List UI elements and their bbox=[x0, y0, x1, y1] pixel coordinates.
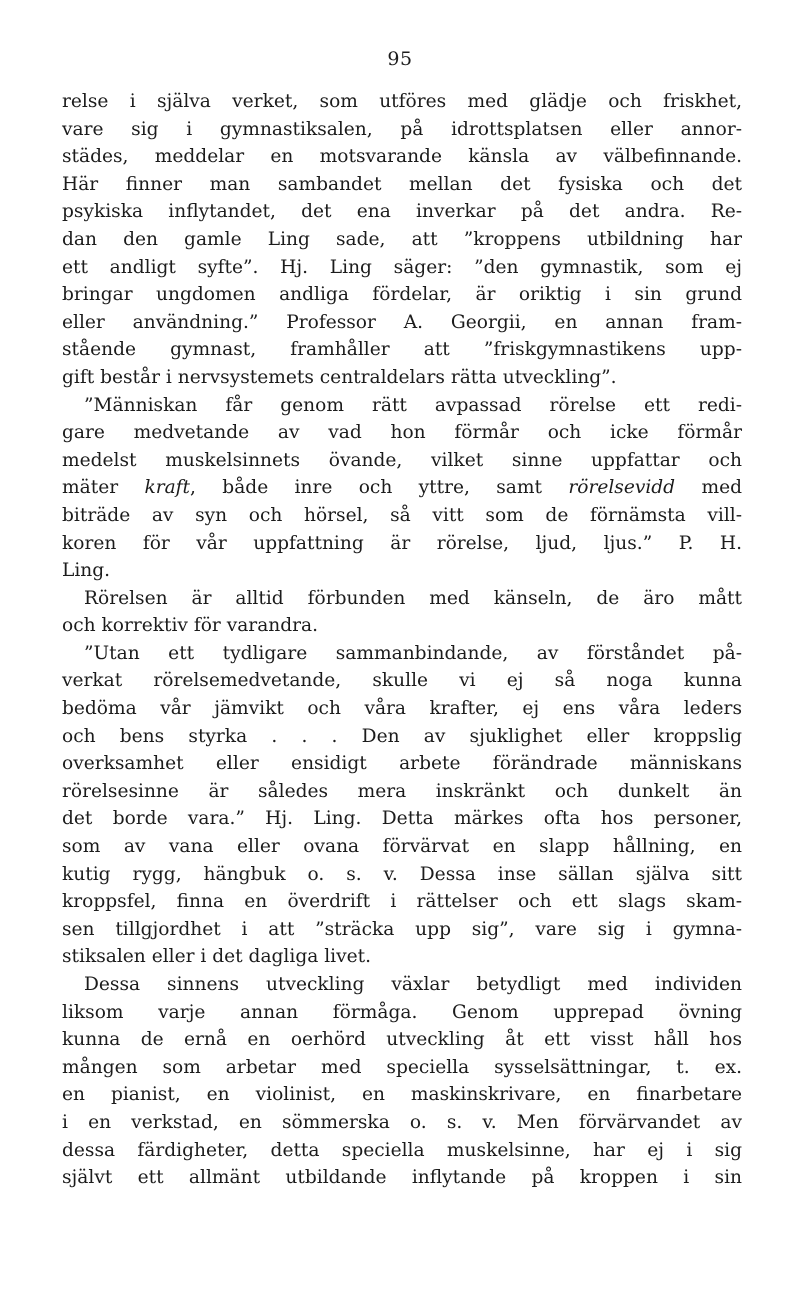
text-line: Här finner man sambandet mellan det fysiska och det bbox=[62, 173, 742, 195]
paragraph bbox=[62, 392, 742, 585]
text-line: verkat rörelsemedvetande, skulle vi ej så noga kunna bbox=[62, 670, 742, 692]
text-line: Rörelsen är alltid förbunden med känseln, de äro mått bbox=[84, 587, 742, 609]
text-line: liksom varje annan förmåga. Genom upprepad övning bbox=[62, 1001, 742, 1023]
text-line: psykiska inflytandet, det ena inverkar på det andra. Re- bbox=[62, 201, 742, 223]
emphasis: kraft bbox=[144, 477, 191, 499]
text-line: Dessa sinnens utveckling växlar betydligt med individen bbox=[84, 974, 742, 995]
page-number: 95 bbox=[387, 48, 413, 70]
text-line: Ling. bbox=[62, 560, 111, 582]
text-line: bringar ungdomen andliga fördelar, är oriktig i sin grund bbox=[62, 284, 742, 306]
text-line: vare sig i gymnastiksalen, på idrottsplatsen eller annor- bbox=[62, 118, 742, 140]
text-line: självt ett allmänt utbildande inflytande på kroppen i sin bbox=[62, 1167, 742, 1189]
text-line: mången som arbetar med speciella sysselsättningar, t. ex. bbox=[62, 1056, 742, 1078]
text-line: det borde vara.” Hj. Ling. Detta märkes ofta hos personer, bbox=[62, 808, 742, 830]
text-line: i en verkstad, en sömmerska o. s. v. Men förvärvandet av bbox=[62, 1111, 742, 1133]
text-line: kroppsfel, finna en överdrift i rättelser och ett slags skam- bbox=[62, 891, 742, 913]
text-line: städes, meddelar en motsvarande känsla av välbefinnande. bbox=[62, 146, 742, 168]
paragraph bbox=[62, 585, 742, 640]
text-line: dan den gamle Ling sade, att ”kroppens utbildning har bbox=[62, 228, 742, 250]
text-line: mäter kraft, både inre och yttre, samt rörelsevidd med bbox=[62, 477, 742, 499]
text-line: och korrektiv för varandra. bbox=[62, 615, 319, 637]
text-line: biträde av syn och hörsel, så vitt som de förnämsta vill- bbox=[62, 504, 742, 526]
text-line: eller användning.” Professor A. Georgii, en annan fram- bbox=[62, 311, 742, 333]
text-line: som av vana eller ovana förvärvat en slapp hållning, en bbox=[62, 836, 742, 858]
paragraph bbox=[62, 640, 742, 971]
text-line: ”Utan ett tydligare sammanbindande, av förståndet på- bbox=[84, 642, 742, 664]
text-line: ett andligt syfte”. Hj. Ling säger: ”den gymnastik, som ej bbox=[62, 256, 742, 278]
text-line: gift består i nervsystemets centraldelars rätta utveckling”. bbox=[62, 366, 617, 388]
text-line: och bens styrka . . . Den av sjuklighet eller kroppslig bbox=[62, 725, 742, 747]
text-line: dessa färdigheter, detta speciella muskelsinne, har ej i sig bbox=[62, 1139, 742, 1161]
text-line: gare medvetande av vad hon förmår och icke förmår bbox=[62, 422, 742, 444]
text-line: stiksalen eller i det dagliga livet. bbox=[62, 946, 372, 968]
text-line: ”Människan får genom rätt avpassad rörelse ett redi- bbox=[84, 394, 742, 416]
text-line: koren för vår uppfattning är rörelse, ljud, ljus.” P. H. bbox=[62, 532, 742, 554]
paragraph bbox=[62, 88, 742, 392]
text-line: overksamhet eller ensidigt arbete förändrade människans bbox=[62, 753, 742, 775]
text-line: bedöma vår jämvikt och våra krafter, ej ens våra leders bbox=[62, 698, 742, 720]
text-line: kunna de ernå en oerhörd utveckling åt ett visst håll hos bbox=[62, 1029, 742, 1051]
text-line: en pianist, en violinist, en maskinskrivare, en finarbetare bbox=[62, 1084, 742, 1106]
paragraph bbox=[62, 971, 742, 1192]
emphasis: rörelsevidd bbox=[568, 477, 676, 499]
text-line: rörelsesinne är således mera inskränkt och dunkelt än bbox=[62, 780, 742, 802]
text-line: stående gymnast, framhåller att ”friskgymnastikens upp- bbox=[62, 339, 742, 361]
text-line: sen tillgjordhet i att ”sträcka upp sig”, vare sig i gymna- bbox=[62, 918, 742, 940]
text-line: relse i själva verket, som utföres med glädje och friskhet, bbox=[62, 91, 742, 112]
text-line: medelst muskelsinnets övande, vilket sinne uppfattar och bbox=[62, 449, 742, 471]
body-text bbox=[62, 88, 742, 1192]
text-line: kutig rygg, hängbuk o. s. v. Dessa inse sällan själva sitt bbox=[62, 863, 742, 885]
